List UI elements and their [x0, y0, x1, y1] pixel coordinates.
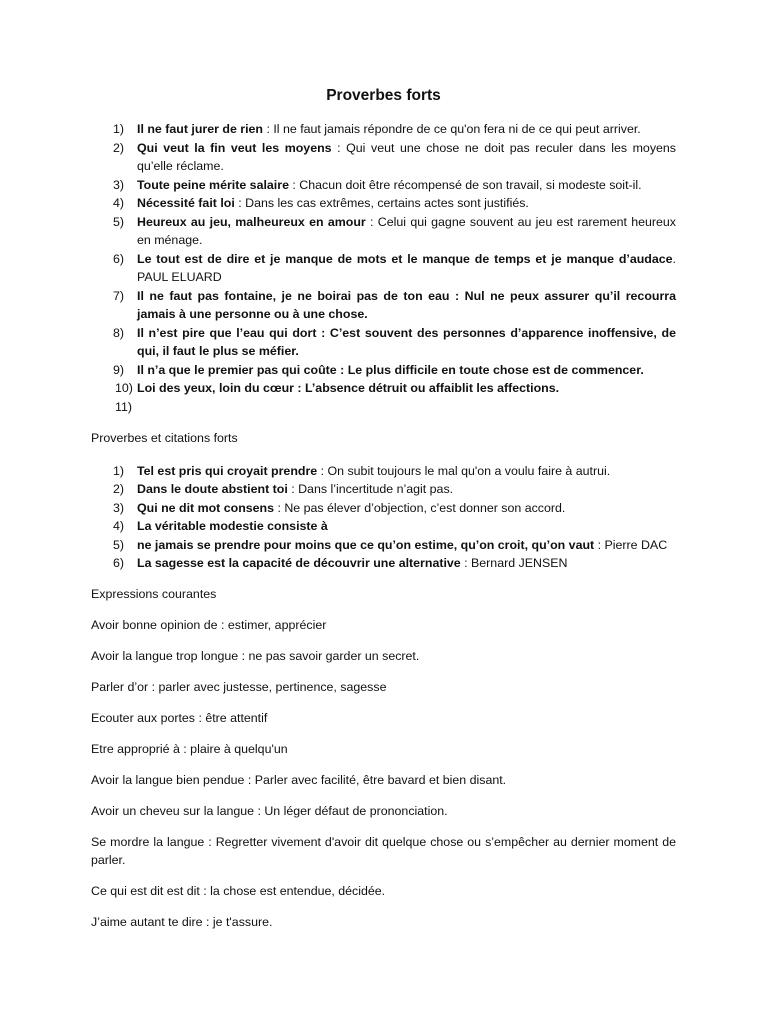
expression-paragraph: Avoir la langue bien pendue : Parler avec facilité, être bavard et bien disant. [91, 772, 507, 787]
expression-paragraph: Se mordre la langue : Regretter vivement d'avoir dit quelque chose ou s’empêcher au dernier moment de parler. [91, 834, 676, 867]
expression-paragraph: Avoir un cheveu sur la langue : Un léger défaut de prononciation. [91, 803, 448, 818]
expression-paragraph: Ecouter aux portes : être attentif [91, 710, 268, 725]
list-item: 8) Il n’est pire que l’eau qui dort : C’est souvent des personnes d’apparence inoffensive, de qui, il faut le plus se méfier. [113, 325, 676, 358]
list-item: 1) Tel est pris qui croyait prendre : On subit toujours le mal qu'on a voulu faire à autrui. [113, 463, 611, 478]
document-page [91, 86, 676, 944]
list-item: 3) Qui ne dit mot consens : Ne pas élever d’objection, c’est donner son accord. [113, 500, 566, 515]
list-item: 3) Toute peine mérite salaire : Chacun doit être récompensé de son travail, si modeste soit-il. [113, 177, 642, 192]
list-item: 1) Il ne faut jurer de rien : Il ne faut jamais répondre de ce qu'on fera ni de ce qui peut arriver. [113, 122, 641, 136]
proverbs-list [91, 120, 676, 416]
list-item: 2) Qui veut la fin veut les moyens : Qui veut une chose ne doit pas reculer dans les moyens qu’elle réclame. [113, 140, 676, 173]
section-heading-citations: Proverbes et citations forts [91, 431, 238, 445]
expression-paragraph: Parler d’or : parler avec justesse, pertinence, sagesse [91, 679, 387, 694]
list-item: 9) Il n’a que le premier pas qui coûte : Le plus difficile en toute chose est de commencer. [113, 362, 644, 377]
list-item: 5) ne jamais se prendre pour moins que ce qu’on estime, qu’on croit, qu’on vaut : Pierre DAC [113, 537, 668, 552]
list-item: 6) La sagesse est la capacité de découvrir une alternative : Bernard JENSEN [113, 556, 568, 570]
list-item: 4) La véritable modestie consiste à [113, 519, 328, 533]
expression-paragraph: Avoir bonne opinion de : estimer, apprécier [91, 617, 327, 632]
list-item: 7) Il ne faut pas fontaine, je ne boirai pas de ton eau : Nul ne peux assurer qu’il recourra jamais à une personne ou à une chose. [113, 288, 676, 321]
list-item: 10) Loi des yeux, loin du cœur : L’absence détruit ou affaiblit les affections. [115, 381, 560, 395]
list-item: 5) Heureux au jeu, malheureux en amour : Celui qui gagne souvent au jeu est rarement heureux en ménage. [113, 214, 676, 247]
citations-list [91, 462, 676, 573]
list-item: 2) Dans le doute abstient toi : Dans l’incertitude n’agit pas. [113, 482, 454, 496]
section-heading-expressions: Expressions courantes [91, 586, 217, 601]
expression-paragraph: Avoir la langue trop longue : ne pas savoir garder un secret. [91, 648, 420, 663]
list-item: 4) Nécessité fait loi : Dans les cas extrêmes, certains actes sont justifiés. [113, 196, 529, 210]
expression-paragraph: J’aime autant te dire : je t'assure. [91, 915, 273, 929]
document-title: Proverbes forts [326, 87, 441, 104]
expression-paragraph: Etre approprié à : plaire à quelqu'un [91, 741, 288, 756]
expression-paragraph: Ce qui est dit est dit : la chose est entendue, décidée. [91, 884, 386, 898]
list-item: 6) Le tout est de dire et je manque de mots et le manque de temps et je manque d’audace. PAUL ELUARD [113, 251, 676, 284]
list-item: 11) [115, 399, 132, 414]
